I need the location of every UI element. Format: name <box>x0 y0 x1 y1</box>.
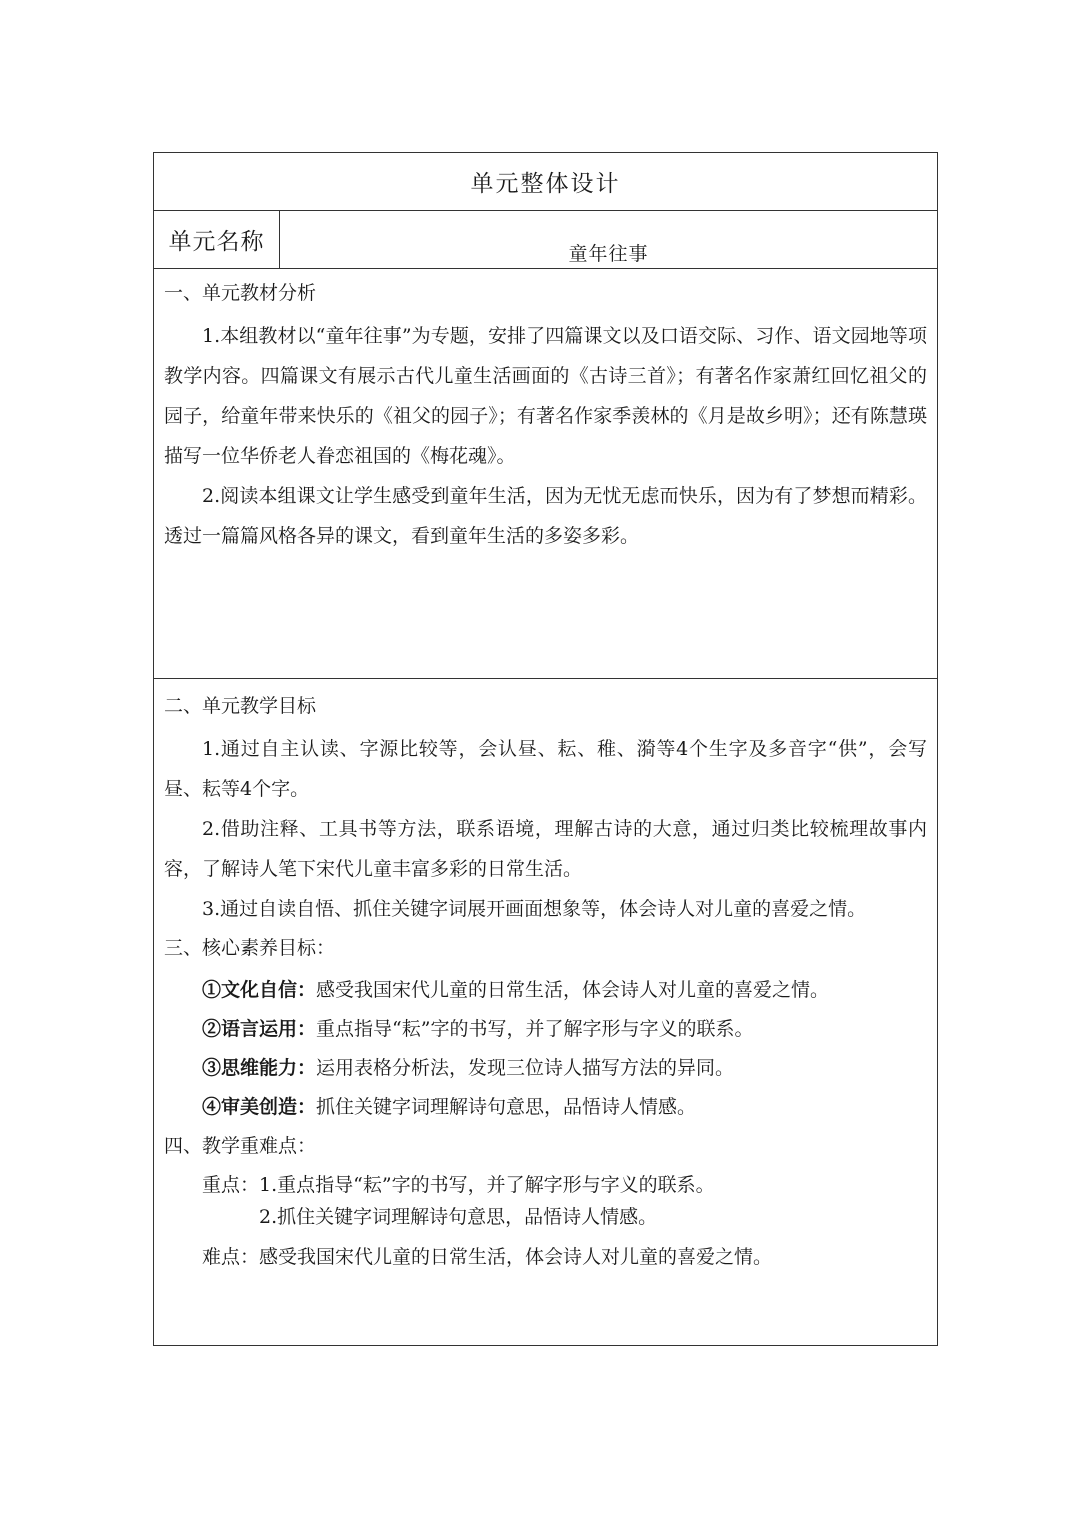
unit-name-row <box>154 211 937 269</box>
section3-heading: 三、核心素养目标： <box>164 937 336 959</box>
section2-heading: 二、单元教学目标 <box>164 695 317 717</box>
difficulty-text: 感受我国宋代儿童的日常生活，体会诗人对儿童的喜爱之情。 <box>259 1246 773 1268</box>
key-label: 重点： <box>202 1174 260 1196</box>
section4-heading: 四、教学重难点： <box>164 1135 317 1157</box>
table-title: 单元整体设计 <box>154 153 937 211</box>
unit-name-label: 单元名称 <box>154 211 280 268</box>
unit-design-table <box>153 152 938 1346</box>
core-goal-1-text: 感受我国宋代儿童的日常生活，体会诗人对儿童的喜爱之情。 <box>316 979 830 1001</box>
section1-heading: 一、单元教材分析 <box>164 282 317 304</box>
core-goal-4-label: ④审美创造： <box>202 1096 317 1118</box>
core-goal-1-label: ①文化自信： <box>202 979 317 1001</box>
section1-paragraph-1: 1.本组教材以“童年往事”为专题，安排了四篇课文以及口语交际、习作、语文园地等项教学内容。四篇课文有展示古代儿童生活画面的《古诗三首》；有著名作家萧红回忆祖父的园子，给童年带来快乐的《祖父的园子》；有著名作家季羡林的《月是故乡明》；还有陈慧瑛描写一位华侨老人眷恋祖国的《梅花魂》。 <box>164 325 927 467</box>
key-point-1-text: 1.重点指导“耘”字的书写，并了解字形与字义的联系。 <box>259 1174 715 1196</box>
core-goal-3-label: ③思维能力： <box>202 1057 317 1079</box>
core-goal-4 <box>164 1088 927 1127</box>
core-goal-2-label: ②语言运用： <box>202 1018 317 1040</box>
key-point-1 <box>164 1169 927 1201</box>
core-goal-3-text: 运用表格分析法，发现三位诗人描写方法的异同。 <box>316 1057 735 1079</box>
core-goal-3 <box>164 1049 927 1088</box>
section1-paragraph-2: 2.阅读本组课文让学生感受到童年生活，因为无忧无虑而快乐，因为有了梦想而精彩。透过一篇篇风格各异的课文，看到童年生活的多姿多彩。 <box>164 485 927 547</box>
unit-name-value: 童年往事 <box>568 243 649 265</box>
core-goal-4-text: 抓住关键字词理解诗句意思，品悟诗人情感。 <box>316 1096 697 1118</box>
difficulty-label: 难点： <box>202 1246 260 1268</box>
section-material-analysis <box>154 269 937 679</box>
core-goal-2-text: 重点指导“耘”字的书写，并了解字形与字义的联系。 <box>316 1018 754 1040</box>
core-goal-2 <box>164 1010 927 1049</box>
key-point-2: 2.抓住关键字词理解诗句意思，品悟诗人情感。 <box>259 1206 658 1228</box>
section2-goal-3: 3.通过自读自悟、抓住关键字词展开画面想象等，体会诗人对儿童的喜爱之情。 <box>202 898 867 920</box>
section-goals-and-keys <box>154 679 937 1345</box>
difficulty-point <box>164 1237 927 1277</box>
core-goal-1 <box>164 971 927 1010</box>
section2-goal-2: 2.借助注释、工具书等方法，联系语境，理解古诗的大意，通过归类比较梳理故事内容，了解诗人笔下宋代儿童丰富多彩的日常生活。 <box>164 818 927 880</box>
section2-goal-1: 1.通过自主认读、字源比较等，会认昼、耘、稚、漪等4个生字及多音字“供”，会写昼、耘等4个字。 <box>164 738 927 800</box>
